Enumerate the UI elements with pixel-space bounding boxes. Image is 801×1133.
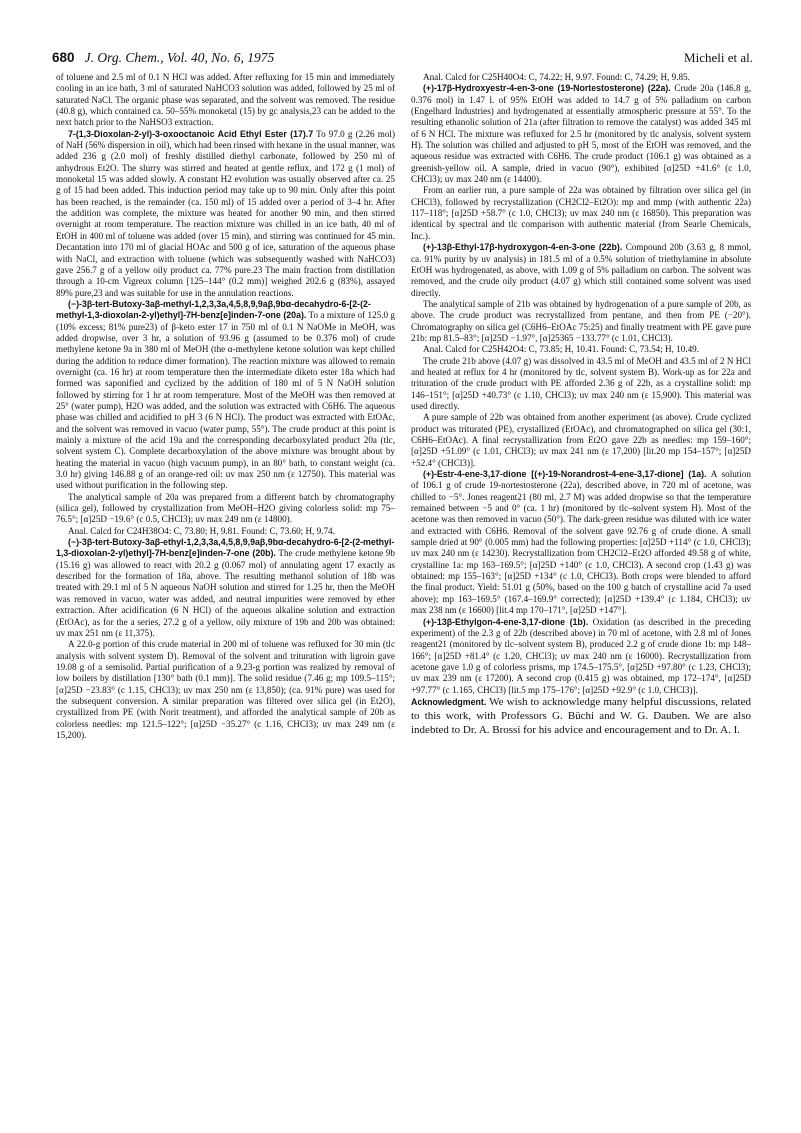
section-heading: (+)-13β-Ethyl-17β-hydroxygon-4-en-3-one (22b). — [423, 242, 623, 253]
paragraph — [411, 469, 751, 616]
paragraph — [56, 492, 395, 526]
section-heading: (−)-3β-tert-Butoxy-3aβ-methyl-1,2,3,3a,4,5,8,9,9aβ,9bα-decahydro-6-[2-(2-methyl-1,3-dioxolan-2-yl)ethyl]-7H-benz[e]inden-7-one (20a). — [56, 298, 371, 321]
paragraph — [411, 412, 751, 469]
paragraph-text: A solution of 106.1 g of crude 19-nortestosterone (22a), described above, in 720 ml of acetone, was chilled to −5°. Jones reagent21 (80 ml, 2.7 M) was added dropwise so that the temperature remained between −5 and 0° (ca. 1 hr) (monitored by tlc–solvent system H). Most of the acetone was then removed in vacuo (50°). The dark-green residue was diluted with ice water and extracted with C6H6. Removal of the solvent gave 92.76 g of crude dione. A small sample dried at 90° (0.005 mm) had the following properties: [α]25D +114° (c 1.0, CHCl3); uv max 240 nm (ε 14230). Recrystallization from CH2Cl2–Et2O afforded 49.58 g of white, crystalline 1a: mp 163–169.5°; [α]25D +140° (c 1.0, CHCl3). A second crop (1.43 g) was obtained: mp 155–163°; [α]25D +134° (c 1.0, CHCl3). Both crops were blended to afford the final product. Yield: 51.01 g (50%, based on the 100 g batch of crystalline acid 7a used above); mp 163–169.5° (167.4–169.9° corrected); [α]25D +139.4° (c 1.184, CHCl3); uv max 238 nm (ε 16600) [lit.4 mp 170–171°, [α]25D +147°]. — [411, 469, 751, 616]
paragraph-text: From an earlier run, a pure sample of 22a was obtained by filtration over silica gel (in CHCl3), followed by recrystallization (CH2Cl2–Et2O): mp and mmp (with authentic 22a) 117–118°; [α]25D +58.7° (c 1.0, CHCl3); uv max 240 nm (ε 16850). This preparation was identical by spectral and tlc comparison with authentic material (from Searle Chemicals, Inc.). — [411, 185, 751, 241]
paragraph-text: To a mixture of 125.0 g (10% excess; 81% pure23) of β-keto ester 17 in 750 ml of 0.1 N NaOMe in MeOH, was added dropwise, over 3 hr, a solution of 93.96 g (assumed to be 0.376 mol) of crude methylene ketone 9a in 380 ml of MeOH (the α-methylene ketone solution was kept chilled during the addition to reduce dimer formation). The reaction mixture was allowed to remain overnight (ca. 16 hr) at room temperature then the intermediate diketo ester 18a which had formed was saponified and cyclized by the addition of 180 ml of 5 N NaOH solution followed by stirring for 1 hr at room temperature. Most of the MeOH was then removed at 25° (water pump), H2O was added, and the solution was extracted with C6H6. The aqueous phase was chilled and acidified to pH 3 (6 N HCl). The product was extracted with EtOAc, and the solvent was removed in vacuo (water pump, 55°). The crude product at this point is mainly a mixture of the acid 19a and the corresponding decarboxylated product 20a (tlc, solvent system C). Complete decarboxylation of the above mixture was brought about by heating the material in vacuo (high vacuum pump), in an 80° bath, to constant weight (ca. 3.0 hr) giving 146.88 g of an orange-red oil: uv max 250 nm (ε 12750). This material was used without purification in the following step. — [56, 310, 395, 491]
paragraph-text: A 22.0-g portion of this crude material in 200 ml of toluene was refluxed for 30 min (tlc analysis with solvent system D). Removal of the solvent and trituration with ligroin gave 19.08 g of a semisolid. Partial purification of a 9.23-g portion was realized by removal of low boilers by distillation [130° bath (0.1 mm)]. The solid residue (7.46 g; mp 109.5–115°; [α]25D −23.83° (c 1.15, CHCl3); uv max 250 nm (ε 13,850); (ca. 91% pure) was used for the subsequent conversion. A similar preparation was filtered over silica gel (in Et2O), crystallized from PE (with Norit treatment), and afforded the analytical sample of 20b as colorless needles: mp 121.5–122°; [α]25D −35.27° (c 1.16, CHCl3); uv max 249 nm (ε 15,200). — [56, 639, 395, 740]
paragraph — [411, 185, 751, 242]
section-heading: (+)-17β-Hydroxyestr-4-en-3-one (19-Nortestosterone) (22a). — [423, 83, 671, 94]
paragraph-text: Oxidation (as described in the preceding experiment) of the 2.3 g of 22b (described above) in 70 ml of acetone, with 2.8 ml of Jones reagent21 (monitored by tlc–solvent system B), produced 2.2 g of crude dione 1b: mp 148–166°; [α]25D +81.4° (c 1.20, CHCl3); uv max 240 nm (ε 16000). Recrystallization from acetone gave 1.0 g of colorless prisms, mp 174.5–175.5°, [α]25D +97.80° (c 1.23, CHCl3); uv max 239 nm (ε 17200). A second crop (0.415 g) was obtained, mp 172–174°, [α]25D +97.77° (c 1.165, CHCl3) [lit.5 mp 175–176°; [α]25D +92.9° (c 1.0, CHCl3)]. — [411, 616, 751, 695]
paragraph — [56, 639, 395, 741]
paragraph-text: The crude methylene ketone 9b (15.16 g) was allowed to react with 20.2 g (0.067 mol) of annulating agent 17 exactly as described for the formation of 18a, above. The resulting methanol solution of 18b was treated with 29.1 ml of 5 N aqueous NaOH solution and stirred for 1.25 hr, then the MeOH was removed in vacuo, water was added, and neutral impurities were removed by ether extraction. After acidification (6 N HCl) of the aqueous alkaline solution and extraction (EtOAc), as for the a series, 27.2 g of a yellow, oily mixture of 19b and 20b was obtained: uv max 251 nm (ε 11,375). — [56, 548, 395, 638]
paragraph-text: The analytical sample of 20a was prepared from a different batch by chromatography (silica gel), followed by crystallization from MeOH–H2O giving colorless solid: mp 75–76.5°; [α]25D −19.6° (c 0.5, CHCl3); uv max 249 nm (ε 14800). — [56, 491, 395, 525]
right-column — [411, 72, 751, 737]
paragraph — [411, 617, 751, 696]
section-heading: (+)-13β-Ethylgon-4-ene-3,17-dione (1b). — [423, 616, 589, 627]
paragraph-text: A pure sample of 22b was obtained from another experiment (as above). Crude cyclized product was triturated (PE), crystallized (EtOAc), and chromatographed on silica gel (30:1, C6H6–EtOAc). A final recrystallization from Et2O gave 22b as needles: mp 159–160°; [α]25D +51.09° (c 1.01, CHCl3); uv max 241 nm (ε 17,200) [lit.20 mp 154–157°; [α]25D +52.4° (CHCl3)]. — [411, 412, 751, 468]
paragraph-text: Anal. Calcd for C24H38O4: C, 73.80; H, 9.81. Found: C, 73.60; H, 9.74. — [68, 525, 335, 536]
paragraph — [411, 356, 751, 413]
acknowledgment — [411, 696, 751, 737]
paragraph-text: Anal. Calcd for C25H42O4: C, 73.85; H, 10.41. Found: C, 73.54; H, 10.49. — [423, 344, 700, 355]
authors: Micheli et al. — [684, 50, 753, 65]
acknowledgment-text: We wish to acknowledge many helpful discussions, related to this work, with Professors G. Büchi and W. G. Dauben. We are also indebted to Dr. A. Brossi for his advice and encouragement and to Dr. A. I. — [411, 695, 751, 736]
page-number: 680 — [52, 50, 75, 65]
section-heading: (−)-3β-tert-Butoxy-3aβ-ethyl-1,2,3,3a,4,5,8,9,9aβ,9bα-decahydro-6-[2-(2-methyl-1,3-dioxolan-2-yl)ethyl]-7H-benz[e]inden-7-one (20b). — [56, 537, 395, 559]
paragraph — [411, 344, 751, 355]
running-head — [52, 50, 274, 66]
paragraph — [411, 72, 751, 83]
paragraph — [56, 526, 395, 537]
paragraph — [56, 72, 395, 129]
journal-citation: J. Org. Chem., Vol. 40, No. 6, 1975 — [84, 50, 275, 65]
paragraph-text: Crude 20a (146.8 g, 0.376 mol) in 1.47 l. of 95% EtOH was added to 14.7 g of 5% palladium on carbon (Engelhard Industries) and hydrogenated at essentially atmospheric pressure at 55°. To the resulting ethanolic solution of 21a (after filtration to remove the catalyst) was added 345 ml of 6 N HCl. The mixture was refluxed for 2.5 hr (monitored by tlc analysis, solvent system H). The solution was chilled and adjusted to pH 5, most of the EtOH was removed, and the aqueous residue was extracted with C6H6. The crude product (106.1 g) was obtained as a greenish-yellow oil. A sample, dried in vacuo (90°), exhibited [α]25D +41.6° (c 1.0, CHCl3); uv max 240 nm (ε 14400). — [411, 83, 752, 185]
paragraph-text: The crude 21b above (4.07 g) was dissolved in 43.5 ml of MeOH and 43.5 ml of 2 N HCl and heated at reflux for 4 hr (monitored by tlc, solvent system B). Work-up as for 22a and trituration of the crude product with PE afforded 2.36 g of 22b, as a crystalline solid: mp 146–151°; [α]25D +40.73° (c 1.10, CHCl3); uv max 240 nm (ε 15,900). This material was used directly. — [411, 355, 751, 411]
section-heading: 7-(1,3-Dioxolan-2-yl)-3-oxooctanoic Acid Ethyl Ester (17).7 — [68, 128, 314, 139]
acknowledgment-title: Acknowledgment. — [411, 696, 487, 707]
paragraph — [56, 129, 395, 299]
section-heading: (+)-Estr-4-ene-3,17-dione [(+)-19-Norandrost-4-ene-3,17-dione] (1a). — [423, 469, 707, 480]
page-header — [52, 50, 753, 68]
paragraph — [411, 299, 751, 344]
paragraph — [411, 83, 751, 185]
paragraph-text: The analytical sample of 21b was obtained by hydrogenation of a pure sample of 20b, as above. The crude product was recrystallized from pentane, and then from PE (−20°). Chromatography on silica gel (C6H6–EtOAc 75:25) and finally treatment with PE gave pure 21b: mp 81.5–83°; [α]25D −1.97°, [α]25365 −133.77° (c 1.01, CHCl3). — [411, 298, 751, 343]
paragraph — [411, 242, 751, 299]
paragraph — [56, 299, 395, 492]
paragraph — [56, 537, 395, 639]
paragraph-text: of toluene and 2.5 ml of 0.1 N HCl was added. After refluxing for 15 min and immediately cooling in an ice bath, 3 ml of saturated NaHCO3 solution was added, followed by 25 ml of saturated NaCl. The organic phase was separated, and the solvent was removed. The residue (40.8 g), which contained ca. 50–55% monoketal (15) by gc analysis,23 can be added to the next batch prior to the NaHSO3 extraction. — [56, 72, 395, 128]
paragraph-text: To 97.0 g (2.26 mol) of NaH (56% dispersion in oil), which had been rinsed with hexane in the usual manner, was added 236 g (2.0 mol) of freshly distilled diethyl carbonate, followed by 250 ml of anhydrous Et2O. The slurry was stirred and heated at gentle reflux, and 172 g (1 mol) of monoketal 15 was added slowly. A constant H2 evolution was usually observed after ca. 25 g of 15 had been added. This induction period may take up to 90 min. Only after this point has been reached, is the remainder (ca. 150 ml) of 15 added over a period of 3–4 hr. After the addition was complete, the mixture was heated for another 90 min, and then stirred overnight at room temperature. The reaction mixture was chilled in an ice bath, 40 ml of EtOH in 400 ml of toluene was added (over 15 min), and stirring was continued for 45 min. Decantation into 170 ml of glacial HOAc and 500 g of ice, saturation of the aqueous phase with NaCl, and extraction with toluene (which was subsequently washed with NaHCO3) gave 256.7 g of a yellow oily product ca. 77% pure.23 The main fraction from distillation through a 10-cm Vigreux column [125–144° (0.2 mm)] weighed 202.6 g (83%), assayed 89% pure,23 and was suitable for use in the annulation reactions. — [56, 128, 396, 298]
left-column — [56, 72, 395, 741]
paragraph-text: Compound 20b (3.63 g, 8 mmol, ca. 91% purity by uv analysis) in 181.5 ml of a 0.5% solution of triethylamine in absolute EtOH was hydrogenated, as above, with 1.09 g of 5% palladium on carbon. The solvent was removed, and the crude oily product (4.07 g) which still contained some solvent was used directly. — [411, 242, 751, 298]
paragraph-text: Anal. Calcd for C25H40O4: C, 74.22; H, 9.97. Found: C, 74.29; H, 9.85. — [423, 72, 690, 82]
